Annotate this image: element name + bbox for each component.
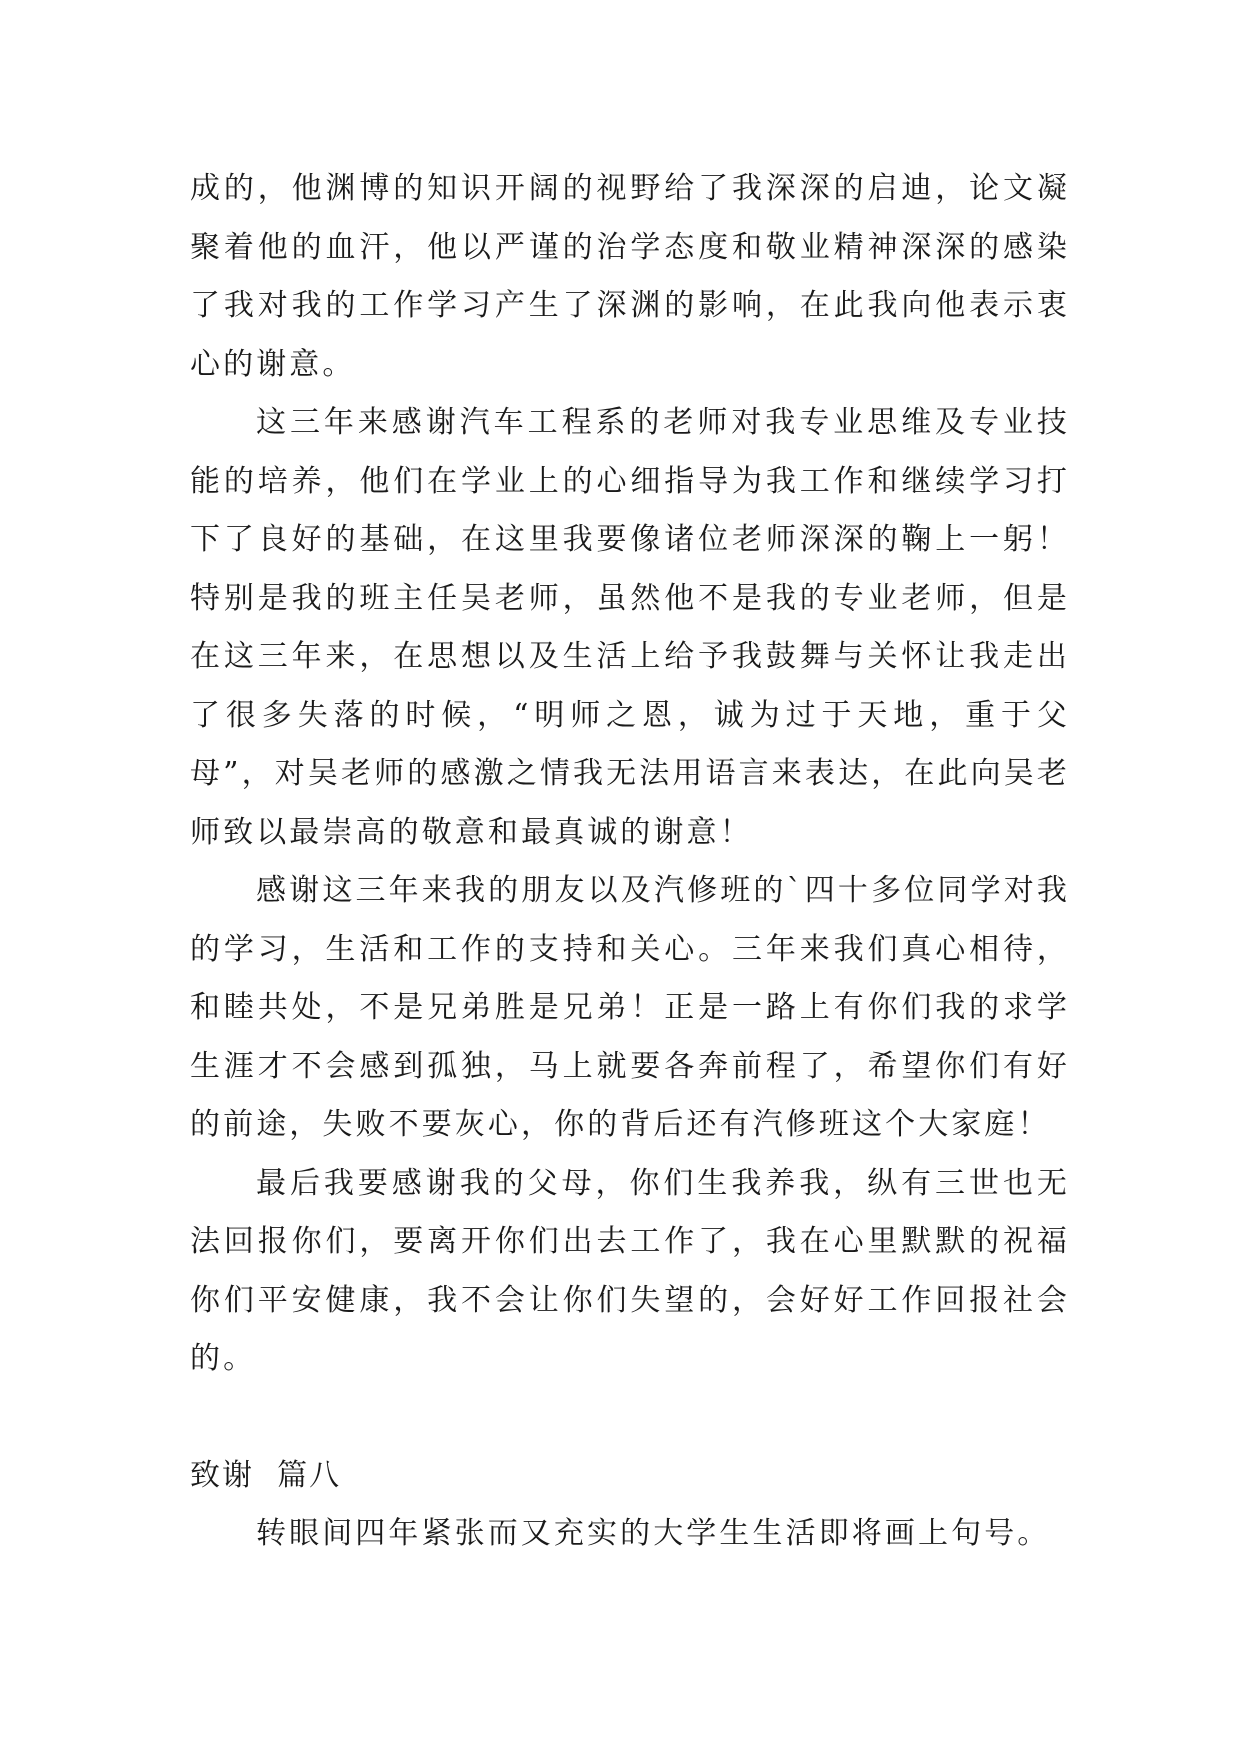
document-body xyxy=(190,160,1070,1564)
section-heading: 致谢 篇八 xyxy=(190,1457,342,1493)
paragraph-section-eight-opening: 转眼间四年紧张而又充实的大学生生活即将画上句号。 xyxy=(256,1516,1051,1551)
paragraph-department-teachers-thanks: 这三年来感谢汽车工程系的老师对我专业思维及专业技能的培养，他们在学业上的心细指导为我工作和继续学习打下了良好的基础，在这里我要像诸位老师深深的鞠上一躬！特别是我的班主任吴老师，虽然他不是我的专业老师，但是在这三年来，在思想以及生活上给予我鼓舞与关怀让我走出了很多失落的时候，“明师之恩，诚为过于天地，重于父母”，对吴老师的感激之情我无法用语言来表达，在此向吴老师致以最崇高的敬意和最真诚的谢意！ xyxy=(190,405,1070,850)
paragraph-thesis-advisor-thanks: 成的，他渊博的知识开阔的视野给了我深深的启迪，论文凝聚着他的血汗，他以严谨的治学态度和敬业精神深深的感染了我对我的工作学习产生了深渊的影响，在此我向他表示衷心的谢意。 xyxy=(190,171,1070,382)
paragraph-classmates-thanks: 感谢这三年来我的朋友以及汽修班的`四十多位同学对我的学习，生活和工作的支持和关心。三年来我们真心相待，和睦共处，不是兄弟胜是兄弟！正是一路上有你们我的求学生涯才不会感到孤独，马上就要各奔前程了，希望你们有好的前途，失败不要灰心，你的背后还有汽修班这个大家庭！ xyxy=(190,873,1070,1142)
paragraph-parents-thanks: 最后我要感谢我的父母，你们生我养我，纵有三世也无法回报你们，要离开你们出去工作了，我在心里默默的祝福你们平安健康，我不会让你们失望的，会好好工作回报社会的。 xyxy=(190,1165,1070,1376)
